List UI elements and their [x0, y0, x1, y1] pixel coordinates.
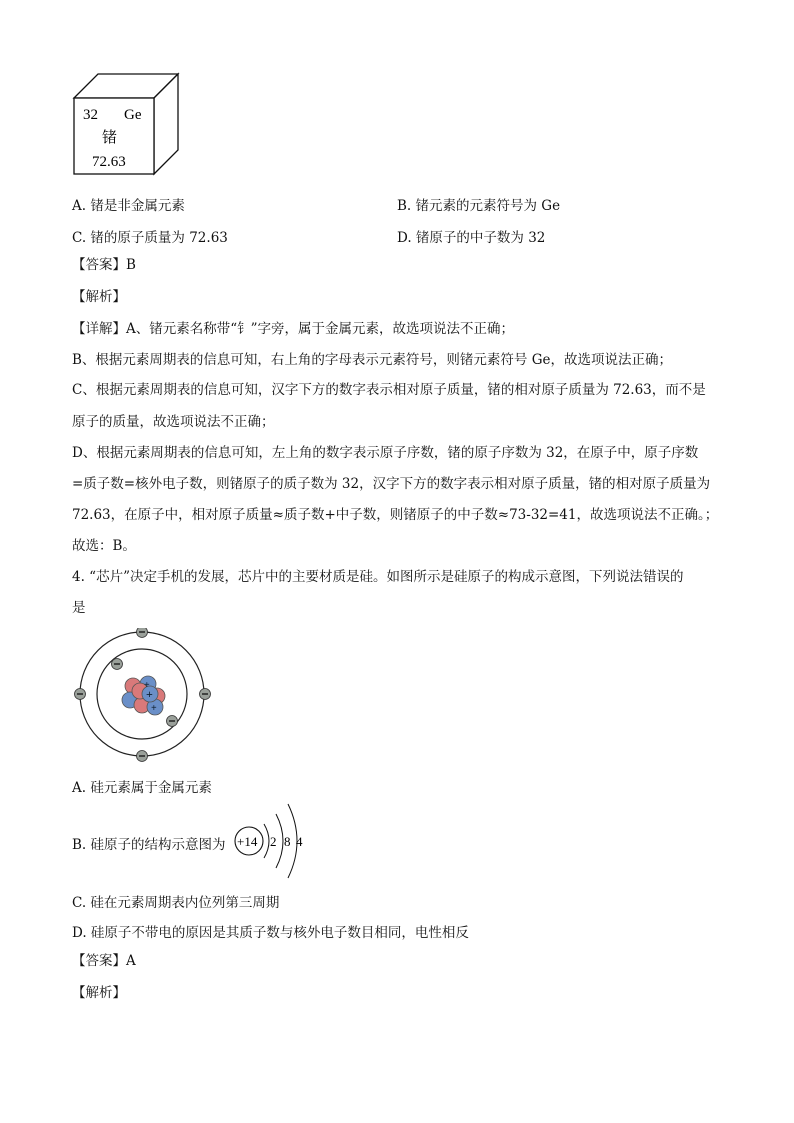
germanium-element-card: [72, 72, 182, 178]
silicon-structure-diagram: [232, 800, 312, 884]
element-name: 锗: [102, 130, 118, 146]
detail-line: 72.63，在原子中，相对原子质量≈质子数+中子数，则锗原子的中子数≈73-32=41，故选项说法不正确。；: [72, 507, 719, 523]
detail-line: 故选：B。: [72, 538, 136, 554]
q3-option-b: B. 锗元素的元素符号为 Ge: [397, 198, 561, 214]
q3-option-a: A. 锗是非金属元素: [72, 198, 185, 214]
q4-answer: [72, 952, 136, 970]
silicon-atom-diagram: [72, 628, 218, 764]
shell-3-electrons: 4: [296, 834, 303, 849]
shell-2-electrons: 8: [284, 834, 291, 849]
q4-stem-line1: 4. “芯片”决定手机的发展，芯片中的主要材质是硅。如图所示是硅原子的构成示意图，下列说法错误的: [72, 569, 684, 585]
q4-option-d: D. 硅原子不带电的原因是其质子数与核外电子数目相同，电性相反: [72, 925, 469, 941]
atomic-mass: 72.63: [92, 154, 126, 170]
answer-value: B: [126, 257, 136, 273]
q3-option-c: C. 锗的原子质量为 72.63: [72, 230, 228, 246]
q3-answer: [72, 256, 136, 274]
svg-text:+: +: [146, 687, 153, 701]
q4-stem-line2: 是: [72, 600, 86, 616]
detail-line: 原子的质量，故选项说法不正确；: [72, 414, 275, 430]
q4-analysis-label: 【解析】: [72, 985, 126, 1001]
q4-option-b: B. 硅原子的结构示意图为: [72, 837, 226, 853]
nucleus: [122, 676, 165, 715]
element-symbol: Ge: [124, 107, 142, 123]
detail-line: =质子数=核外电子数，则锗原子的质子数为 32，汉字下方的数字表示相对原子质量，锗的相对原子质量为: [72, 476, 711, 492]
q4-option-c: C. 硅在元素周期表内位列第三周期: [72, 895, 280, 911]
detail-line: B、根据元素周期表的信息可知，右上角的字母表示元素符号，则锗元素符号 Ge，故选项说法正确；: [72, 352, 672, 368]
q4-option-a: A. 硅元素属于金属元素: [72, 780, 212, 796]
answer-label: 【答案】: [72, 257, 126, 273]
nucleus-charge: +14: [237, 834, 258, 849]
atomic-number: 32: [83, 107, 98, 123]
detail-line: C、根据元素周期表的信息可知，汉字下方的数字表示相对原子质量，锗的相对原子质量为 72.63，而不是: [72, 382, 706, 398]
detail-line: D、根据元素周期表的信息可知，左上角的数字表示原子序数，锗的原子序数为 32，在原子中，原子序数: [72, 445, 699, 461]
svg-text:+: +: [151, 703, 157, 714]
q3-option-d: D. 锗原子的中子数为 32: [397, 230, 546, 246]
answer-label: 【答案】: [72, 953, 126, 969]
shell-1-electrons: 2: [270, 834, 277, 849]
detail-line: 【详解】A、锗元素名称带“钅”字旁，属于金属元素，故选项说法不正确；: [72, 321, 515, 337]
q3-analysis-label: 【解析】: [72, 289, 126, 305]
svg-text:+: +: [144, 680, 150, 691]
answer-value: A: [126, 953, 136, 969]
